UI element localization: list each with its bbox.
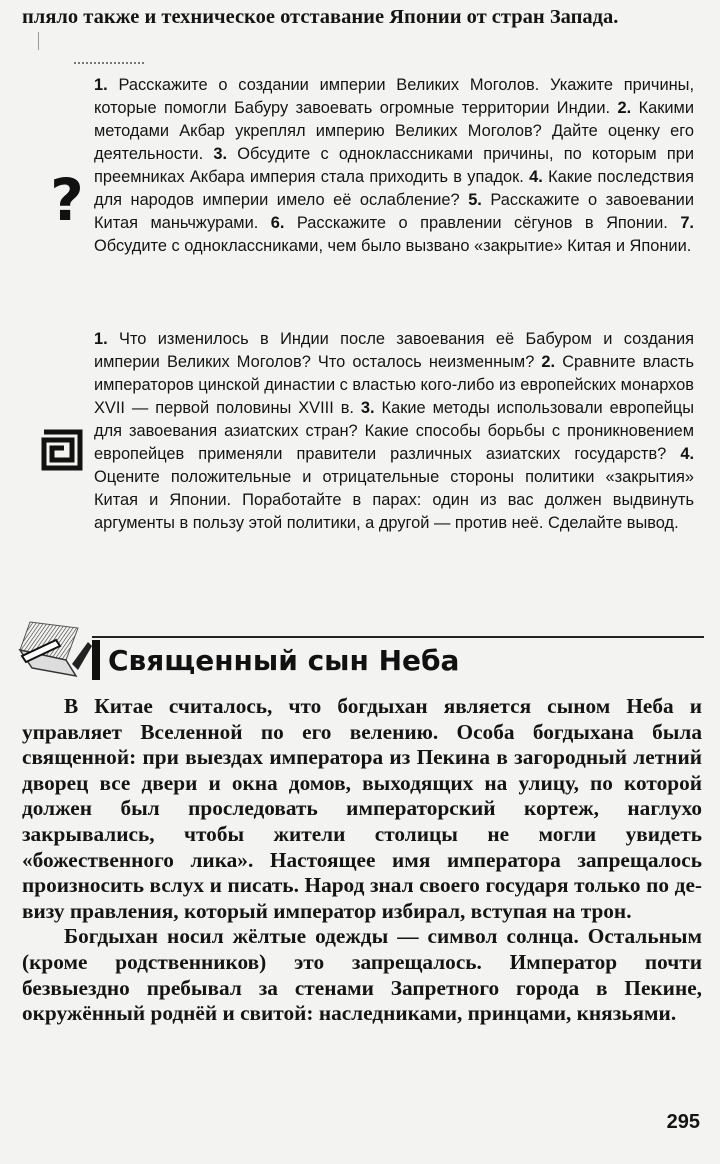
page-number: 295 [666,1111,700,1133]
section-rule [92,636,704,638]
question-num-6: 6. [270,214,285,232]
task-text-1: Что изменилось в Индии после завоевания её Бабуром и создания империи Великих Моголов? Что осталось неизменным? [94,330,694,371]
question-text-4: Какие последствия для народов империи имело её ослабление? [94,168,694,209]
question-text-7: Обсудите с одноклассниками, чем было вызвано «закрытие» Китая и Японии. [94,237,692,255]
question-num-4: 4. [529,168,543,186]
question-text-2: Какими методами Акбар укреплял империю Великих Моголов? Дайте оценку его деятельности. [94,99,694,163]
question-text-1: Расскажите о создании империи Великих Моголов. Укажите причины, которые помогли Бабуру завоевать огромные территории Индии. [94,76,694,117]
body-paragraph-2: Богдыхан носил жёлтые одежды — символ солнца. Остальным (кроме родственников) это запрещалось. Император почти безвыездно пребывал за стенами Запретного города в Пекине, окружённый роднёй и свитой: наследниками, принцами, князьями. [22,924,702,1026]
question-num-1: 1. [94,76,108,94]
task-text-2: Сравните власть императоров цинской династии с властью кого-либо из европейских монархов XVII — первой половины XVIII в. [94,353,694,417]
task-text-3: Какие методы использовали европейцы для завоевания азиатских стран? Какие способы борьбы с проникновением европейцев применяли правители различных азиатских государств? [94,399,694,463]
body-paragraph-1: В Китае считалось, что богдыхан является сыном Неба и управляет Вселенной по его велению. Особа богдыхана была священной: при выездах императора из Пекина в загородный летний дворец все двери и окна домов, выходящих на улицу, по которой должен был проследовать императорский кортеж, наглухо закрывались, чтобы жители столицы не могли увидеть «божественного лика». Настоящее имя императора запрещалось произносить вслух и писать. Народ знал своего государя только по девизу правления, который император избирал, вступая на трон. [22,694,702,923]
section-title: Священный сын Неба [108,644,460,677]
task-text-4: Оцените положительные и отрицательные стороны политики «закрытия» Китая и Японии. Поработайте в парах: один из вас должен выдвинуть аргументы в пользу этой политики, а другой — против неё. Сделайте вывод. [94,468,694,532]
intro-paragraph [22,4,698,30]
question-num-3: 3. [213,145,228,163]
task-block [94,328,694,535]
question-text-5: Расскажите о завоевании Китая маньчжурами. [94,191,694,232]
question-block [94,74,694,258]
section-marker [92,640,100,680]
margin-mark [38,32,39,50]
question-num-7: 7. [680,214,694,232]
question-mark-icon: ? [50,166,84,234]
separator-dots [74,62,144,64]
task-num-4: 4. [680,445,694,463]
question-num-2: 2. [617,99,632,117]
question-text-6: Расскажите о правлении сёгунов в Японии. [296,214,681,232]
intro-text: пляло также и техническое отставание Японии от стран Запада. [22,6,619,28]
question-num-5: 5. [468,191,482,209]
task-num-3: 3. [360,399,375,417]
task-num-1: 1. [94,330,108,348]
spiral-icon [40,428,84,472]
question-text-3: Обсудите с одноклассниками причины, по которым при преемниках Акбара империя стала приходить в упадок. [94,145,695,186]
task-num-2: 2. [541,353,556,371]
section-body [22,694,702,1027]
